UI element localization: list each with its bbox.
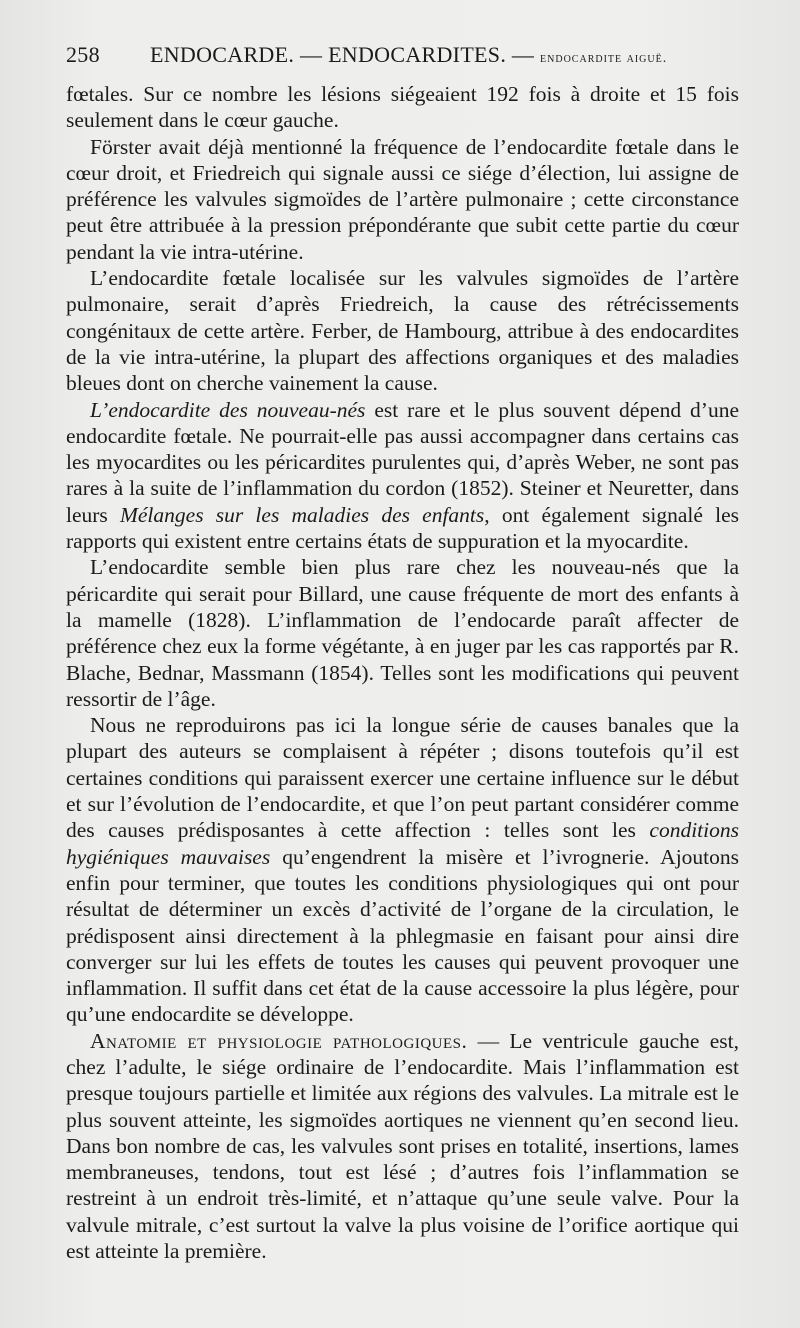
paragraph-5 — [66, 554, 739, 712]
section-heading: Anatomie et physiologie pathologiques. — [90, 1028, 468, 1053]
paragraph-text: fœtales. Sur ce nombre les lésions siégeaient 192 fois à droite et 15 fois seulement dans le cœur gauche. — [66, 82, 739, 133]
paragraph-3 — [66, 265, 739, 396]
running-title-main: ENDOCARDE. — ENDOCARDITES. — — [150, 42, 541, 67]
paragraph-2 — [66, 134, 739, 265]
paragraph-text: qu’engendrent la misère et l’ivrognerie. Ajoutons enfin pour terminer, que toutes les conditions physiologiques qui ont pour résultat de déterminer un excès d’activité de l’organe de la circulation, le prédisposent ainsi directement à la phlegmasie en faisant pour ainsi dire converger sur lui les effets de toutes les causes qui peuvent provoquer une inflammation. Il suffit dans cet état de la cause accessoire la plus légère, pour qu’une endocardite se développe. — [66, 844, 740, 1027]
italic-term: L’endocardite des nouveau-nés — [90, 397, 366, 422]
running-header — [66, 42, 736, 76]
paragraph-4 — [66, 397, 739, 555]
running-title-section: endocardite aiguë. — [540, 51, 668, 66]
running-title — [150, 42, 667, 68]
paragraph-text: , ont également signalé les rapports qui existent entre certains états de suppuration et la myocardite. — [66, 502, 739, 554]
italic-term: conditions hygiéniques mauvaises — [66, 818, 739, 869]
paragraph-text: est rare et le plus souvent dépend d’une endocardite fœtale. Ne pourrait-elle pas aussi accompagner dans certains cas les myocardites ou les péricardites purulentes qui, d’après Weber, ne sont pas rares à la suite de l’inflammation du cordon (1852). Steiner et Neuretter, dans leurs — [66, 397, 739, 527]
paragraph-1 — [66, 81, 739, 134]
paragraph-6 — [66, 712, 739, 1028]
paragraph-text: L’endocardite semble bien plus rare chez les nouveau-nés que la péricardite qui serait pour Billard, une cause fréquente de mort des enfants à la mamelle (1828). L’inflammation de l’endocarde paraît affecter de préférence chez eux la forme végétante, à en juger par les cas rapportés par R. Blache, Bednar, Massmann (1854). Telles sont les modifications qui peuvent ressortir de l’âge. — [66, 555, 739, 711]
paragraph-text: Nous ne reproduirons pas ici la longue série de causes banales que la plupart des auteurs se complaisent à répéter ; disons toutefois qu’il est certaines conditions qui paraissent exercer une certaine influence sur le début et sur l’évolution de l’endocardite, et que l’on peut partant considérer comme des causes prédisposantes à cette affection : telles sont les — [66, 713, 739, 843]
paragraph-text: Förster avait déjà mentionné la fréquence de l’endocardite fœtale dans le cœur droit, et Friedreich qui signale aussi ce siége d’élection, lui assigne de préférence les valvules sigmoïdes de l’artère pulmonaire ; cette circonstance peut être attribuée à la pression prépondérante que subit cette partie du cœur pendant la vie intra-utérine. — [66, 134, 739, 264]
paragraph-text: — Le ventricule gauche est, chez l’adulte, le siége ordinaire de l’endocardite. Mais l’inflammation est presque toujours partielle et limitée aux régions des valvules. La mitrale est le plus souvent atteinte, les sigmoïdes aortiques ne viennent qu’en second lieu. Dans bon nombre de cas, les valvules sont prises en totalité, insertions, lames membraneuses, tendons, tout est lésé ; d’autres fois l’inflammation se restreint à un endroit très-limité, et n’attaque qu’une seule valve. Pour la valvule mitrale, c’est surtout la valve la plus voisine de l’orifice aortique qui est atteinte la première. — [66, 1028, 739, 1264]
paragraph-7 — [66, 1028, 739, 1265]
body-text — [66, 81, 739, 1264]
page-number: 258 — [66, 42, 100, 67]
paragraph-text: L’endocardite fœtale localisée sur les valvules sigmoïdes de l’artère pulmonaire, serait d’après Friedreich, la cause des rétrécissements congénitaux de cette artère. Ferber, de Hambourg, attribue à des endocardites de la vie intra-utérine, la plupart des affections organiques et des maladies bleues dont on cherche vainement la cause. — [66, 266, 739, 396]
italic-book-title: Mélanges sur les maladies des enfants — [119, 502, 485, 527]
